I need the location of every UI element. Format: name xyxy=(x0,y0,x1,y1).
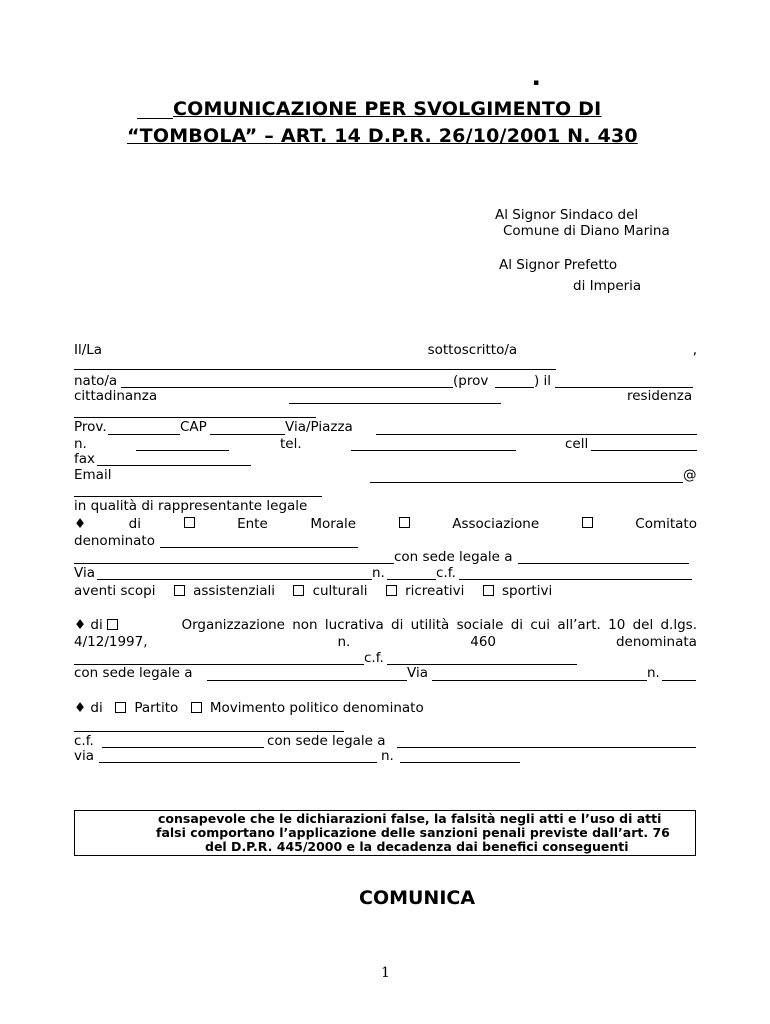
label-con-sede-legale-a2: con sede legale a xyxy=(74,665,193,681)
label-di-3: di xyxy=(90,700,103,716)
label-onlus-n: n. xyxy=(337,634,351,650)
label-onlus-num: 460 xyxy=(470,634,497,650)
field-email-domain[interactable] xyxy=(74,496,322,497)
field-cittadinanza[interactable] xyxy=(289,403,501,404)
diamond-bullet-3: ♦ xyxy=(74,700,87,716)
label-n-onlus: n. xyxy=(647,665,660,681)
label-residenza: residenza xyxy=(627,388,693,404)
label-n-partito: n. xyxy=(381,748,394,764)
label-ente: Ente xyxy=(237,516,268,532)
field-n-onlus[interactable] xyxy=(662,680,696,681)
field-prov-res[interactable] xyxy=(108,434,180,435)
row-scopi xyxy=(74,583,552,599)
label-movimento: Movimento politico denominato xyxy=(209,700,424,716)
field-sede-onlus[interactable] xyxy=(207,680,407,681)
row-sottoscritto xyxy=(74,342,697,358)
field-prov-nascita[interactable] xyxy=(495,387,534,388)
checkbox-onlus[interactable] xyxy=(107,619,118,630)
label-cf-onlus: c.f. xyxy=(364,650,384,666)
checkbox-movimento[interactable] xyxy=(191,702,202,713)
field-via-onlus[interactable] xyxy=(432,680,647,681)
label-sottoscritto: sottoscritto/a xyxy=(427,342,518,358)
field-cf-ente[interactable] xyxy=(459,579,692,580)
label-culturali: culturali xyxy=(312,583,368,599)
label-email: Email xyxy=(74,467,112,483)
field-luogo-nascita[interactable] xyxy=(121,387,453,388)
label-denominato: denominato xyxy=(74,533,155,549)
label-con-sede-legale-a: con sede legale a xyxy=(394,549,513,565)
row-onlus xyxy=(74,617,697,633)
field-n-res[interactable] xyxy=(136,450,229,451)
label-il: ) il xyxy=(534,373,552,389)
label-cittadinanza: cittadinanza xyxy=(74,388,158,404)
label-morale: Morale xyxy=(310,516,357,532)
field-n-ente[interactable] xyxy=(387,579,436,580)
diamond-bullet-2: ♦ xyxy=(74,617,87,633)
warning-line3: del D.P.R. 445/2000 e la decadenza dai benefici conseguenti xyxy=(205,839,629,854)
label-cell: cell xyxy=(565,436,589,452)
label-comma: , xyxy=(692,342,697,358)
field-cap[interactable] xyxy=(210,434,285,435)
page-title-line2: “TOMBOLA” – ART. 14 D.P.R. 26/10/2001 N. 430 xyxy=(127,125,638,147)
field-sede-partito[interactable] xyxy=(397,747,696,748)
field-denominato[interactable] xyxy=(160,547,358,548)
field-n-partito[interactable] xyxy=(400,762,520,763)
label-at: @ xyxy=(683,467,697,483)
label-via-onlus: Via xyxy=(407,665,428,681)
diamond-bullet-1: ♦ xyxy=(74,516,87,532)
label-fax: fax xyxy=(74,451,96,467)
checkbox-ente-morale[interactable] xyxy=(184,517,195,528)
field-cell[interactable] xyxy=(591,450,697,451)
label-cap: CAP xyxy=(180,419,207,435)
addressee-sindaco-line1: Al Signor Sindaco del xyxy=(495,207,639,223)
section-heading-comunica: COMUNICA xyxy=(359,887,476,909)
field-via-ente[interactable] xyxy=(97,579,372,580)
label-tel: tel. xyxy=(280,436,302,452)
checkbox-ricreativi[interactable] xyxy=(386,585,397,596)
label-cf-ente: c.f. xyxy=(436,565,456,581)
label-comitato: Comitato xyxy=(635,516,697,532)
row-partito xyxy=(74,700,424,716)
label-di-1: di xyxy=(128,516,141,532)
checkbox-partito[interactable] xyxy=(115,702,126,713)
checkbox-culturali[interactable] xyxy=(293,585,304,596)
label-onlus-date: 4/12/1997, xyxy=(74,634,148,650)
label-partito: Partito xyxy=(134,700,179,716)
field-cf-partito[interactable] xyxy=(102,747,264,748)
label-assistenziali: assistenziali xyxy=(193,583,275,599)
label-cf-partito: c.f. xyxy=(74,733,94,749)
field-via-piazza[interactable] xyxy=(376,434,697,435)
label-n-ente: n. xyxy=(372,565,385,581)
field-via-partito[interactable] xyxy=(99,762,377,763)
label-di-2: di xyxy=(90,617,103,633)
checkbox-associazione[interactable] xyxy=(399,517,410,528)
label-associazione: Associazione xyxy=(452,516,540,532)
row-tipo-ente xyxy=(74,516,697,532)
label-prov: (prov xyxy=(453,373,489,389)
header-marker: ▪ xyxy=(533,78,540,88)
checkbox-comitato[interactable] xyxy=(582,517,593,528)
label-n-res: n. xyxy=(74,436,87,452)
checkbox-sportivi[interactable] xyxy=(483,585,494,596)
addressee-prefetto-line1: Al Signor Prefetto xyxy=(499,257,618,273)
warning-line2: falsi comportano l’applicazione delle sanzioni penali previste dall’art. 76 xyxy=(156,825,670,840)
page-number: 1 xyxy=(381,965,390,981)
addressee-sindaco-line2: Comune di Diano Marina xyxy=(503,223,670,239)
label-aventi-scopi: aventi scopi xyxy=(74,583,156,599)
checkbox-assistenziali[interactable] xyxy=(174,585,185,596)
label-sportivi: sportivi xyxy=(502,583,553,599)
field-sede-legale[interactable] xyxy=(518,563,689,564)
label-via-partito: via xyxy=(74,748,95,764)
field-email[interactable] xyxy=(370,482,683,483)
field-denominato-cont[interactable] xyxy=(74,563,394,564)
label-ricreativi: ricreativi xyxy=(405,583,465,599)
label-nato-a: nato/a xyxy=(74,373,118,389)
addressee-prefetto-line2: di Imperia xyxy=(573,278,642,294)
field-fax[interactable] xyxy=(97,465,251,466)
field-tel[interactable] xyxy=(351,450,516,451)
warning-line1: consapevole che le dichiarazioni false, la falsità negli atti e l’uso di atti xyxy=(158,811,662,826)
row-onlus-2 xyxy=(74,634,697,650)
page-title-line1: COMUNICAZIONE PER SVOLGIMENTO DI xyxy=(173,98,602,120)
field-residenza[interactable] xyxy=(74,417,316,418)
label-denominata: denominata xyxy=(615,634,697,650)
label-prov-res: Prov. xyxy=(74,419,107,435)
field-partito-denominato[interactable] xyxy=(74,731,344,732)
label-via-ente: Via xyxy=(74,565,95,581)
field-name[interactable] xyxy=(74,369,556,370)
label-via-piazza: Via/Piazza xyxy=(285,419,353,435)
label-qualita: in qualità di rappresentante legale xyxy=(74,498,308,514)
label-onlus-text: Organizzazione non lucrativa di utilità sociale di cui all’art. 10 del d.lgs. xyxy=(181,617,697,633)
label-con-sede-legale-a3: con sede legale a xyxy=(267,733,386,749)
label-il-la: Il/La xyxy=(74,342,103,358)
title-underline-lead xyxy=(137,118,173,119)
